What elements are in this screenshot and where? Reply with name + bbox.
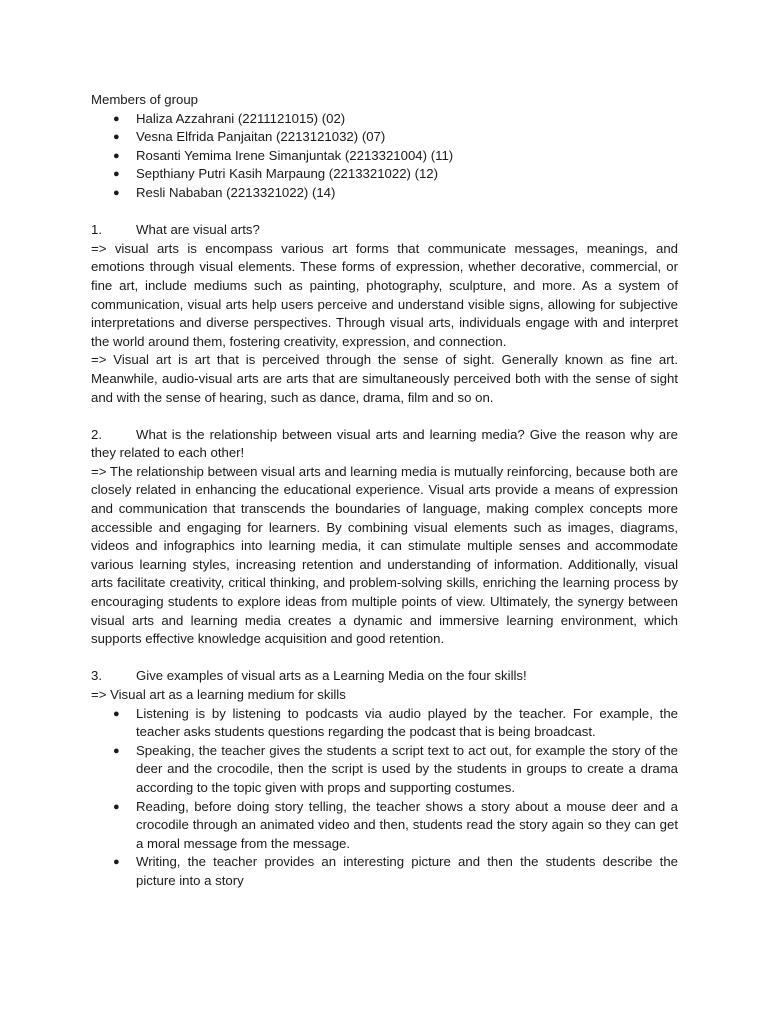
member-item: ● Resli Nababan (2213321022) (14)	[91, 184, 678, 203]
question-1	[91, 221, 678, 240]
spacer	[91, 203, 678, 222]
question-number: 2.	[91, 426, 102, 442]
bullet-icon: ●	[113, 856, 120, 869]
members-heading: Members of group	[91, 92, 199, 107]
question-number: 3.	[91, 668, 102, 684]
member-item: ● Rosanti Yemima Irene Simanjuntak (2213321004) (11)	[91, 147, 678, 166]
skill-item: ● Listening is by listening to podcasts via audio played by the teacher. For example, the teacher asks students questions regarding the podcast that is being broadcast.	[113, 705, 678, 740]
members-list	[91, 110, 678, 203]
answer-1-paragraph-2: => Visual art is art that is perceived through the sense of sight. Generally known as fine art. Meanwhile, audio-visual arts are arts that are simultaneously perceived both with the sense of sight and with the sense of hearing, such as dance, drama, film and so on.	[91, 352, 678, 405]
bullet-icon: ●	[113, 800, 120, 813]
bullet-icon: ●	[113, 149, 120, 162]
spacer	[91, 649, 678, 668]
skill-item: ● Writing, the teacher provides an interesting picture and then the students describe the picture into a story	[113, 854, 678, 888]
bullet-icon: ●	[113, 112, 120, 125]
question-3	[91, 667, 678, 686]
bullet-icon: ●	[113, 131, 120, 144]
bullet-icon: ●	[113, 744, 120, 757]
member-item: ● Haliza Azzahrani (2211121015) (02)	[91, 110, 678, 129]
member-item: ● Septhiany Putri Kasih Marpaung (2213321022) (12)	[91, 165, 678, 184]
bullet-icon: ●	[113, 168, 120, 181]
question-text: What is the relationship between visual arts and learning media? Give the reason why are they related to each other!	[91, 426, 678, 461]
member-item: ● Vesna Elfrida Panjaitan (2213121032) (07)	[91, 128, 678, 147]
spacer	[91, 407, 678, 426]
document-page	[91, 91, 678, 891]
question-2	[91, 426, 678, 463]
question-number: 1.	[91, 222, 102, 238]
skill-item: ● Speaking, the teacher gives the students a script text to act out, for example the story of the deer and the crocodile, then the script is used by the students in groups to create a drama according to the topic given with props and supporting costumes.	[113, 742, 678, 795]
answer-1-paragraph-1: => visual arts is encompass various art forms that communicate messages, meanings, and emotions through visual elements. These forms of expression, whether decorative, commercial, or fine art, include mediums such as painting, photography, sculpture, and more. As a system of communication, visual arts help users perceive and understand visible signs, allowing for subjective interpretations and diverse perspectives. Through visual arts, individuals engage with and interpret the world around them, fostering creativity, expression, and connection.	[91, 240, 678, 349]
question-text: Give examples of visual arts as a Learning Media on the four skills!	[136, 668, 527, 684]
skill-item: ● Reading, before doing story telling, the teacher shows a story about a mouse deer and a crocodile through an animated video and then, students read the story again so they can get a moral message from the message.	[113, 798, 678, 851]
bullet-icon: ●	[113, 707, 120, 720]
question-text: What are visual arts?	[136, 222, 260, 238]
bullet-icon: ●	[113, 186, 120, 199]
answer-3-intro: => Visual art as a learning medium for skills	[91, 687, 346, 702]
skills-list	[91, 705, 678, 891]
answer-2-paragraph: => The relationship between visual arts and learning media is mutually reinforcing, because both are closely related in enhancing the educational experience. Visual arts provide a means of expression and communication that transcends the boundaries of language, making complex concepts more accessible and engaging for learners. By combining visual elements such as images, diagrams, videos and infographics into learning media, it can stimulate multiple senses and accommodate various learning styles, increasing retention and understanding of information. Additionally, visual arts facilitate creativity, critical thinking, and problem-solving skills, enriching the learning process by encouraging students to explore ideas from multiple points of view. Ultimately, the synergy between visual arts and learning media creates a dynamic and immersive learning environment, which supports effective knowledge acquisition and good retention.	[91, 463, 678, 647]
